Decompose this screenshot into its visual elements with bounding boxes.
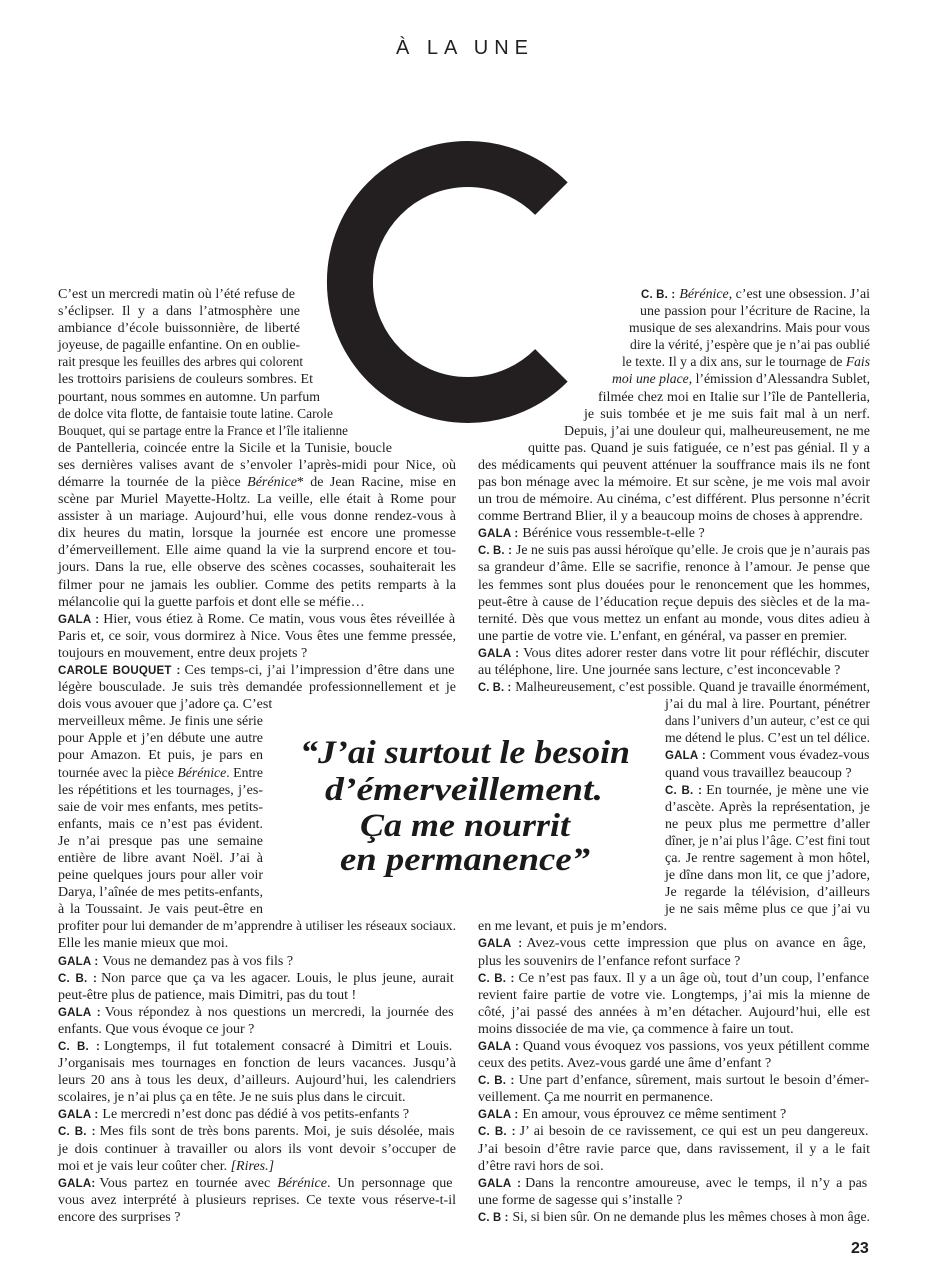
speaker-label: CAROLE BOUQUET : [58, 664, 181, 677]
speaker-label: GALA : [58, 613, 100, 626]
speaker-label: GALA : [58, 955, 99, 968]
line-text: Je ne suis pas aussi héroïque qu’elle. Je crois que je n’aurais pas [516, 543, 870, 559]
text-line [564, 423, 870, 440]
line-text: enfants, mais ce n’est pas évident. [58, 816, 263, 832]
text-line [478, 594, 870, 611]
line-text: assister à un mariage. Aujourd’hui, elle vous donne rendez-vous à [58, 509, 456, 525]
line-text: une partie de votre vie. L’enfant, en général, va passer en premier. [478, 628, 848, 644]
line-text: ça. Je rentre sagement à mon hôtel, [665, 850, 870, 866]
line-text: entière de libre avant Noël. J’ai à [58, 850, 263, 866]
text-line [58, 594, 365, 611]
line-text: pourtant, nous sommes en automne. Un parfum [58, 389, 320, 405]
text-line [58, 833, 263, 850]
line-text: ambiance d’école buissonnière, de liberté [58, 321, 300, 337]
text-line [58, 286, 295, 303]
line-text: filmée chez moi en Italie sur l’île de Pantelleria, [598, 389, 870, 405]
text-line [478, 1072, 869, 1089]
text-line [58, 747, 263, 764]
text-line [478, 611, 870, 628]
line-text: Une part d’enfance, sûrement, mais surtout le besoin d’émer- [518, 1073, 870, 1089]
text-line [58, 628, 456, 645]
text-line [58, 1038, 452, 1055]
text-line [478, 542, 876, 559]
line-text: Non parce que ça va les agacer. Louis, le plus jeune, aurait [101, 970, 454, 986]
line-text: tournée avec la pièce Bérénice. Entre [58, 765, 263, 781]
text-line [622, 354, 877, 371]
line-text: Je regarde la télévision, d’ailleurs [665, 885, 870, 901]
text-line [640, 303, 870, 320]
line-text: scolaires, je n’ai plus ça en tête. Je ne suis plus dans le circuit. [58, 1090, 406, 1106]
text-line [478, 474, 870, 491]
text-line [58, 423, 368, 440]
line-text: rait presque les feuilles des arbres qui colorent [58, 355, 303, 371]
line-text: en me levant, et puis je m’endors. [478, 919, 667, 935]
line-text: Vous ne demandez pas à vos fils ? [102, 953, 294, 969]
text-line [58, 1209, 180, 1226]
line-text: Ce n’est pas faux. Il y a un âge où, tout d’un coup, l’enfance [518, 970, 870, 986]
line-text: En amour, vous éprouvez ce même sentiment ? [522, 1107, 787, 1123]
section-header: À LA UNE [395, 37, 535, 59]
line-text: je ne sais même plus ce que j’ai vu [665, 902, 870, 918]
line-text: ne peux plus me permettre d’aller [665, 816, 870, 832]
text-line [478, 628, 847, 645]
line-text: dire la vérité, j’espère que je n’ai pas oublié [630, 338, 870, 354]
line-text: J’ai besoin d’être ravie parce que, dans ravissement, il y a le fait [478, 1141, 870, 1157]
line-text: ses dernières valises avant de s’envoler l’après-midi pour Nice, où [58, 457, 456, 473]
line-text: démarre la tournée de la pièce Bérénice* de Jean Racine, mise en [58, 474, 456, 490]
text-line [58, 559, 456, 576]
line-text: peine quelques jours pour aller voir [58, 868, 263, 884]
text-line [58, 371, 313, 388]
line-text: Bouquet, qui se partage entre la France et l’île italienne [58, 423, 348, 439]
text-line [528, 440, 870, 457]
text-line [58, 1072, 456, 1089]
italic-title: Bérénice [679, 287, 729, 302]
text-line [665, 884, 870, 901]
line-text: Paris et, ce soir, vous dormirez à Nice. Vous êtes une femme pressée, [58, 628, 456, 644]
line-text: peut-être à cause de l’éducation reçue depuis des siècles et de la ma- [478, 594, 870, 610]
line-text: moi et je vais leur coûter cher. [Rires.] [58, 1158, 275, 1174]
line-text: scène par Muriel Mayette-Holtz. La veille, elle était à Rome pour [58, 492, 456, 508]
text-line [478, 987, 870, 1004]
text-line [58, 542, 456, 559]
line-text: côté, j’ai passé des années à m’en détacher. Aujourd’hui, elle est [478, 1004, 870, 1020]
text-line [58, 1021, 254, 1038]
line-text: les répétitions et les tournages, j’es- [58, 782, 263, 798]
speaker-label: GALA: [58, 1177, 96, 1190]
text-line [478, 918, 667, 935]
text-line [58, 1106, 409, 1123]
text-line [665, 747, 870, 764]
text-line [58, 1004, 454, 1021]
pull-quote-line: en permanence” [340, 842, 590, 878]
line-text: ceux des petits. Avez-vous gardé une âme d’enfant ? [478, 1056, 772, 1072]
line-text: les trottoirs parisiens de couleurs sombres. Et [58, 372, 313, 388]
text-line [478, 1123, 868, 1140]
line-text: Ces temps-ci, j’ai l’impression d’être dans une [184, 662, 455, 678]
speaker-label: C. B. : [665, 784, 703, 797]
text-line [478, 1004, 870, 1021]
line-text: revient faire partie de votre vie. Longtemps, j’ai mis la mienne de [478, 987, 870, 1003]
text-line [478, 645, 869, 662]
text-line [478, 457, 870, 474]
text-line [58, 918, 465, 935]
italic-title: Bérénice [177, 765, 227, 781]
text-line [478, 508, 863, 525]
speaker-label: GALA : [58, 1109, 99, 1122]
text-line [58, 730, 263, 747]
speaker-label: GALA : [478, 1040, 519, 1053]
line-text: comme Bertrand Blier, il y a beaucoup moins de choses à apprendre. [478, 509, 863, 525]
text-line [58, 508, 456, 525]
text-line [478, 679, 884, 696]
speaker-label: C. B. : [478, 545, 513, 558]
speaker-label: GALA : [665, 750, 706, 763]
speaker-label: C. B : [478, 1211, 509, 1224]
line-text: joyeuse, de pagaille enfantine. On en oublie- [58, 338, 300, 354]
line-text: Dans la rencontre amoureuse, avec le temps, il n’y a pas [525, 1175, 868, 1191]
text-line [58, 611, 455, 628]
line-text: Vous partez en tournée avec Bérénice. Un personnage que [99, 1175, 453, 1191]
text-line [478, 1055, 771, 1072]
line-text: jours. Dans la rue, elle observe des scènes cocasses, souhaiterait les [58, 560, 456, 576]
line-text: moi une place, l’émission d’Alessandra Sublet, [612, 372, 870, 388]
line-text: Vous dites adorer rester dans votre lit pour réfléchir, discuter [523, 645, 870, 661]
text-line [58, 816, 263, 833]
line-text: toujours en mouvement, entre deux projets ? [58, 645, 308, 661]
text-line [478, 491, 870, 508]
text-line [58, 389, 324, 406]
line-text: Vous répondez à nos questions un mercredi, la journée des [104, 1004, 454, 1020]
line-text: dans l’univers d’un auteur, c’est ce qui [665, 714, 870, 730]
text-line [58, 901, 263, 918]
text-line [58, 525, 456, 542]
pull-quote-line: Ça me nourrit [360, 808, 570, 844]
text-line [58, 884, 263, 901]
speaker-label: GALA : [478, 528, 519, 541]
text-line [665, 713, 882, 730]
line-text: Je n’ai presque pas une semaine [58, 833, 263, 849]
text-line [58, 1158, 274, 1175]
line-text: J’ ai besoin de ce ravissement, ce qui est un peu dangereux. [519, 1124, 869, 1140]
line-text: pour Apple et j’en débute une autre [58, 731, 263, 747]
line-text: je dîne dans mon lit, ce que j’adore, [665, 868, 870, 884]
text-line [478, 1021, 794, 1038]
text-line [58, 1175, 453, 1192]
text-line [665, 765, 852, 782]
line-text: une passion pour l’écriture de Racine, la [640, 304, 870, 320]
line-text: de Pantelleria, coincée entre la Sicile et la Tunisie, boucle [58, 440, 392, 456]
line-text: Si, si bien sûr. On ne demande plus les mêmes choses à mon âge. [512, 1209, 870, 1225]
text-line [58, 645, 307, 662]
line-text: Depuis, j’ai une douleur qui, malheureusement, ne me [564, 423, 870, 439]
speaker-label: GALA : [478, 938, 523, 951]
line-text: quitte pas. Quand je suis fatiguée, ce n’est pas génial. Il y a [528, 440, 870, 456]
text-line [58, 320, 300, 337]
text-line [478, 577, 870, 594]
speaker-label: C. B. : [641, 289, 676, 301]
text-line [58, 696, 272, 713]
line-text: mélancolie qui la guette parfois et dont elle se méfie… [58, 594, 365, 610]
speaker-label: C. B. : [478, 1126, 516, 1139]
text-line [665, 799, 870, 816]
line-text: Hier, vous étiez à Rome. Ce matin, vous vous êtes réveillée à [103, 611, 456, 627]
speaker-label: C. B. : [478, 1075, 515, 1088]
text-line [58, 1123, 455, 1140]
text-line [58, 474, 456, 491]
line-text: pas bon ménage avec la mémoire. Et sur scène, je me vois mal avoir [478, 474, 870, 490]
line-text: Le mercredi n’est donc pas dédié à vos petits-enfants ? [102, 1107, 410, 1123]
text-line [665, 850, 870, 867]
text-line [612, 371, 876, 388]
page-number: 23 [851, 1240, 869, 1257]
text-line [58, 440, 392, 457]
text-line [478, 1209, 878, 1226]
line-text: saie de voir mes enfants, mes petits- [58, 799, 263, 815]
line-text: enfants. Que vous évoque ce jour ? [58, 1021, 255, 1037]
text-line [478, 1192, 683, 1209]
line-text: plus les souvenirs de l’enfance refont surface ? [478, 953, 741, 969]
line-text: d’être ravi hors de soi. [478, 1158, 604, 1174]
line-text: légère bousculade. Je suis très demandée professionnellement et je [58, 680, 456, 696]
text-line [478, 970, 869, 987]
line-text: C’est un mercredi matin où l’été refuse de [58, 287, 295, 302]
speaker-label: GALA : [478, 1109, 519, 1122]
text-line [58, 662, 454, 679]
text-line [478, 662, 840, 679]
line-text: pour Amazon. Et puis, je pars en [58, 748, 263, 764]
italic-title: Bérénice [277, 1175, 327, 1191]
text-line [58, 765, 266, 782]
speaker-label: C. B. : [58, 1126, 96, 1139]
line-text: de dolce vita flotte, de fantaisie toute latine. Carole [58, 406, 333, 422]
speaker-label: C. B. : [58, 1040, 100, 1053]
line-text: d’ascète. Après la représentation, je [665, 799, 870, 815]
line-text: Bérénice vous ressemble-t-elle ? [522, 526, 705, 542]
text-line [58, 491, 456, 508]
text-line [58, 799, 263, 816]
line-text: Longtemps, il fut totalement consacré à Dimitri et Louis. [104, 1038, 453, 1054]
line-text: leurs 20 ans à tous les deux, d’ailleurs. Aujourd’hui, les calendriers [58, 1073, 456, 1089]
line-text: merveilleux même. Je finis une série [58, 714, 263, 730]
pull-quote-line: “J’ai surtout le besoin [300, 735, 630, 771]
text-line [58, 1141, 456, 1158]
text-line [665, 696, 870, 713]
text-line [58, 457, 456, 474]
drop-cap-letter-shape [350, 164, 551, 400]
line-text: je dois continuer à travailler ou alors ils vont devoir s’occuper de [58, 1141, 456, 1157]
text-line [665, 901, 870, 918]
line-text: le texte. Il y a dix ans, sur le tournage de Fais [622, 355, 870, 371]
text-line [58, 679, 456, 696]
text-line [641, 286, 872, 303]
line-text: En tournée, je mène une vie [706, 782, 869, 798]
text-line [665, 816, 870, 833]
text-line [665, 782, 869, 799]
line-text: dois vous avouer que j’adore ça. C’est [58, 697, 273, 713]
line-text: s’éclipser. Il y a dans l’atmosphère une [58, 304, 300, 320]
text-line [478, 1089, 713, 1106]
text-line [58, 713, 263, 730]
line-text: quand vous travaillez beaucoup ? [665, 765, 852, 781]
line-text: Bérénice, c’est une obsession. J’ai [679, 287, 870, 302]
text-line [478, 1106, 786, 1123]
italic-title: moi une place [612, 372, 689, 388]
line-text: dix heures du matin, lorsque la journée est encore une promesse [58, 526, 456, 542]
italic-title: [Rires.] [230, 1158, 275, 1174]
line-text: Quand vous évoquez vos passions, vos yeux pétillent comme [522, 1038, 870, 1054]
line-text: une forme de sagesse qui s’installe ? [478, 1192, 683, 1208]
speaker-label: C. B. : [478, 972, 515, 985]
text-line [478, 1158, 604, 1175]
line-text: au téléphone, lire. Une journée sans lecture, c’est inconcevable ? [478, 662, 841, 678]
line-text: sa grandeur d’âme. Elle se sacrifie, renonce à l’amour. Je pense que [478, 560, 870, 576]
speaker-label: C. B. : [58, 972, 98, 985]
text-line [665, 867, 870, 884]
text-line [58, 406, 344, 423]
line-text: Elle les manie mieux que moi. [58, 936, 229, 952]
text-line [58, 1089, 406, 1106]
line-text: ternité. Dès que vous mettez un enfant au monde, vous dites adieu à [478, 611, 870, 627]
italic-title: Fais [845, 355, 870, 371]
text-line [58, 782, 263, 799]
text-line [478, 953, 740, 970]
italic-title: Bérénice [247, 474, 297, 490]
line-text: encore des surprises ? [58, 1209, 181, 1225]
text-line [629, 320, 876, 337]
text-line [58, 953, 293, 970]
text-line [478, 1038, 869, 1055]
text-line [58, 970, 454, 987]
text-line [58, 850, 263, 867]
line-text: à la Toussaint. Je vais peut-être en [58, 902, 263, 918]
line-text: profiter pour lui demander de m’apprendre à utiliser les réseaux sociaux. [58, 919, 456, 935]
text-line [58, 577, 456, 594]
line-text: dîner, je n’ai plus l’âge. C’est fini tout [665, 833, 870, 849]
line-text: Avez-vous cette impression que plus on avance en âge, [526, 936, 867, 952]
speaker-label: GALA : [58, 1006, 101, 1019]
line-text: peut-être plus de patience, mais Dimitri, pas du tout ! [58, 987, 357, 1003]
speaker-label: GALA : [478, 647, 520, 660]
line-text: je suis tombée et je me suis fait mal à un nerf. [584, 406, 870, 422]
text-line [58, 303, 300, 320]
text-line [58, 935, 228, 952]
text-line [478, 1141, 870, 1158]
line-text: veillement. Ça me nourrit en permanence. [478, 1090, 714, 1106]
line-text: un trou de mémoire. Au cinéma, c’est différent. Plus personne n’écrit [478, 492, 870, 508]
speaker-label: GALA : [478, 1177, 522, 1190]
text-line [58, 987, 356, 1004]
line-text: Darya, l’aînée de mes petits-enfants, [58, 885, 263, 901]
text-line [58, 337, 308, 354]
text-line [584, 406, 870, 423]
line-text: me détend le plus. C’est un tel délice. [665, 731, 870, 747]
text-line [478, 525, 705, 542]
text-line [58, 354, 318, 371]
line-text: des médicaments qui peuvent atténuer la souffrance mais ils ne font [478, 457, 870, 473]
text-line [58, 1055, 456, 1072]
line-text: Mes fils sont de très bons parents. Moi, je suis désolée, mais [99, 1124, 455, 1140]
pull-quote-line: d’émerveillement. [325, 772, 603, 808]
text-line [58, 867, 263, 884]
line-text: d’émerveillement. Elle aime quand la vie la surprend encore et tou- [58, 543, 456, 559]
text-line [665, 730, 875, 747]
line-text: J’organisais mes tournages en fonction de leurs vacances. Jusqu’à [58, 1056, 456, 1072]
line-text: vous avez interprété à plusieurs reprises. Ce texte vous réserve-t-il [58, 1192, 456, 1208]
line-text: Comment vous évadez-vous [709, 748, 870, 764]
text-line [630, 337, 875, 354]
text-line [478, 1175, 867, 1192]
line-text: Malheureusement, c’est possible. Quand je travaille énormément, [515, 680, 870, 696]
line-text: filmer pour ne jamais les oublier. Comme des petits remparts à la [58, 577, 456, 593]
text-line [478, 559, 870, 576]
text-line [665, 833, 879, 850]
line-text: les femmes sont plus douées pour le renoncement que les hommes, [478, 577, 870, 593]
line-text: musique de ses alexandrins. Mais pour vous [629, 321, 870, 337]
text-line [598, 389, 870, 406]
line-text: j’ai du mal à lire. Pourtant, pénétrer [665, 697, 870, 713]
text-line [58, 1192, 456, 1209]
speaker-label: C. B. : [478, 682, 512, 695]
line-text: moins dissociée de ma vie, ça commence à faire un tout. [478, 1021, 794, 1037]
text-line [478, 935, 866, 952]
